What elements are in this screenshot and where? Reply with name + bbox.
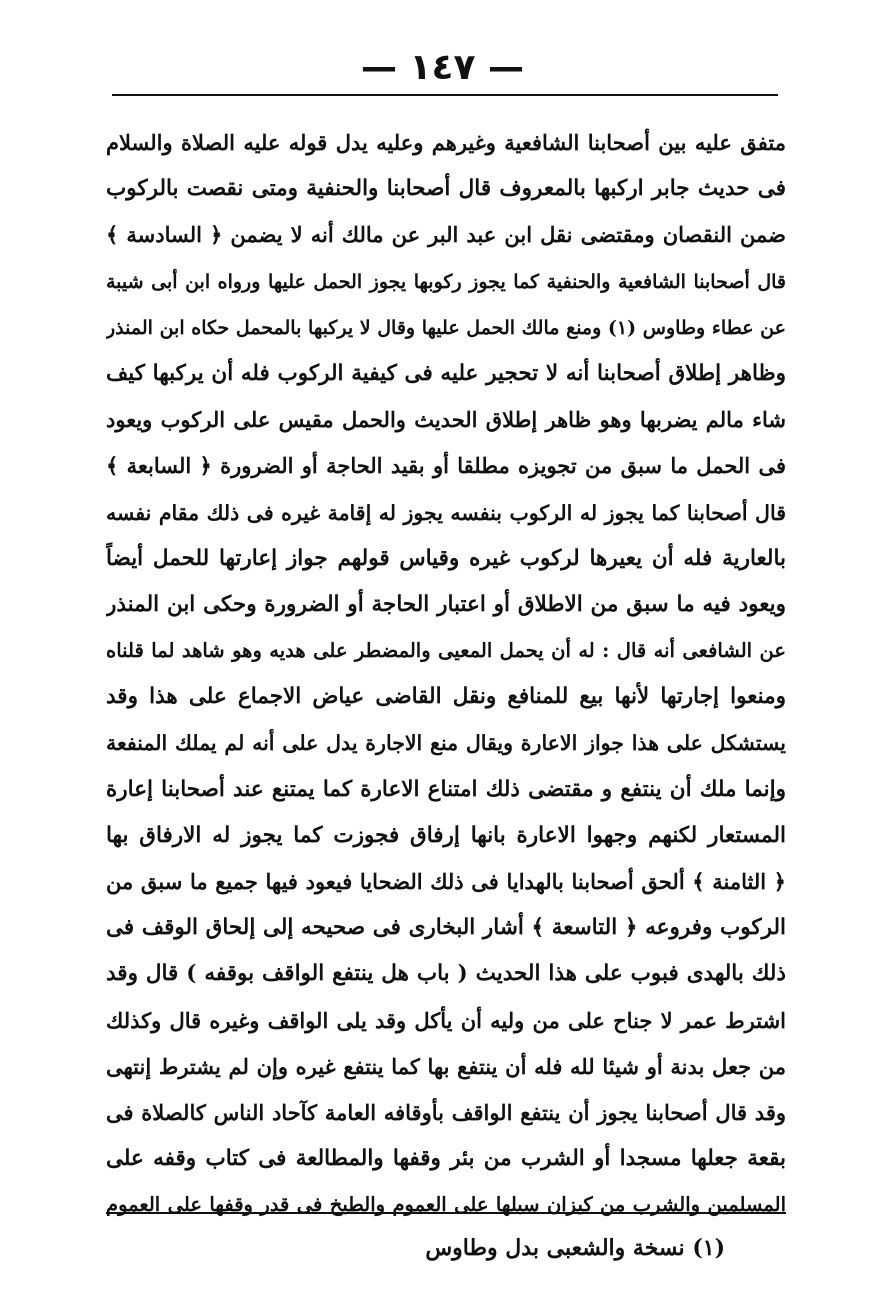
- text-line: وقد قال أصحابنا يجوز أن ينتفع الواقف بأوقافه العامة كآحاد الناس كالصلاة فى: [106, 1099, 786, 1125]
- text-line: ومنعوا إجارتها لأنها بيع للمنافع ونقل القاضى عياض الاجماع على هذا وقد: [106, 684, 786, 710]
- text-line: ضمن النقصان ومقتضى نقل ابن عبد البر عن مالك أنه لا يضمن ﴿ السادسة ﴾: [106, 222, 786, 248]
- header-rule: [112, 94, 778, 96]
- text-line: الركوب وفروعه ﴿ التاسعة ﴾ أشار البخارى فى صحيحه إلى إلحاق الوقف فى: [106, 915, 786, 941]
- text-line: متفق عليه بين أصحابنا الشافعية وغيرهم وعليه يدل قوله عليه الصلاة والسلام: [106, 130, 786, 155]
- text-line: المستعار لكنهم وجهوا الاعارة بانها إرفاق فجوزت كما يجوز له الارفاق بها: [106, 822, 786, 848]
- text-line: وظاهر إطلاق أصحابنا أنه لا تحجير عليه فى كيفية الركوب فله أن يركبها كيف: [106, 360, 786, 386]
- text-line: عن الشافعى أنه قال : له أن يحمل المعيى والمضطر على هديه وهو شاهد لما قلناه: [106, 639, 786, 663]
- text-line: ويعود فيه ما سبق من الاطلاق أو اعتبار الحاجة أو الضرورة وحكى ابن المنذر: [106, 591, 786, 617]
- text-line: شاء مالم يضربها وهو ظاهر إطلاق الحديث والحمل مقيس على الركوب ويعود: [106, 407, 786, 433]
- text-line: ذلك بالهدى فبوب على هذا الحديث ( باب هل ينتفع الواقف بوقفه ) قال وقد: [106, 961, 786, 987]
- text-line: فى الحمل ما سبق من تجويزه مطلقا أو بقيد الحاجة أو الضرورة ﴿ السابعة ﴾: [106, 453, 786, 479]
- text-line: يستشكل على هذا جواز الاعارة ويقال منع الاجارة يدل على أنه لم يملك المنفعة: [106, 731, 786, 756]
- text-line: ﴿ الثامنة ﴾ ألحق أصحابنا بالهدايا فى ذلك الضحايا فيعود فيها جميع ما سبق من: [106, 869, 786, 894]
- text-line: قال أصحابنا كما يجوز له الركوب بنفسه يجوز له إقامة غيره فى ذلك مقام نفسه: [106, 500, 786, 525]
- text-line: اشترط عمر لا جناح على من وليه أن يأكل وقد يلى الواقف وغيره قال وكذلك: [106, 1007, 786, 1033]
- footnote: (١) نسخة والشعبى بدل وطاوس: [425, 1235, 725, 1261]
- text-line: بالعارية فله أن يعيرها لركوب غيره وقياس قولهم جواز إعارتها للحمل أيضاً: [106, 545, 786, 571]
- text-line: عن عطاء وطاوس (١) ومنع مالك الحمل عليها وقال لا يركبها بالمحمل حكاه ابن المنذر: [106, 316, 786, 339]
- text-line: من جعل بدنة أو شيئا لله فله أن ينتفع بها كما ينتفع غيره وإن لم يشترط إنتهى: [106, 1053, 786, 1079]
- page-number: — ١٤٧ —: [360, 47, 524, 88]
- footnote-rule: [106, 1212, 786, 1214]
- text-line: قال أصحابنا الشافعية والحنفية كما يجوز ركوبها يجوز الحمل عليها ورواه ابن أبى شيبة: [106, 270, 786, 293]
- text-line: المسلمين والشرب من كيزان سبلها على العموم والطبخ فى قدر وقفها على العموم: [106, 1193, 786, 1217]
- text-line: وإنما ملك أن ينتفع و مقتضى ذلك امتناع الاعارة كما يمتنع عند أصحابنا إعارة: [106, 776, 786, 802]
- page-header: [0, 48, 885, 88]
- main-text: [106, 120, 786, 1229]
- text-line: بقعة جعلها مسجدا أو الشرب من بئر وقفها والمطالعة فى كتاب وقفه على: [106, 1146, 786, 1172]
- text-line: فى حديث جابر اركبها بالمعروف قال أصحابنا والحنفية ومتى نقصت بالركوب: [106, 176, 786, 202]
